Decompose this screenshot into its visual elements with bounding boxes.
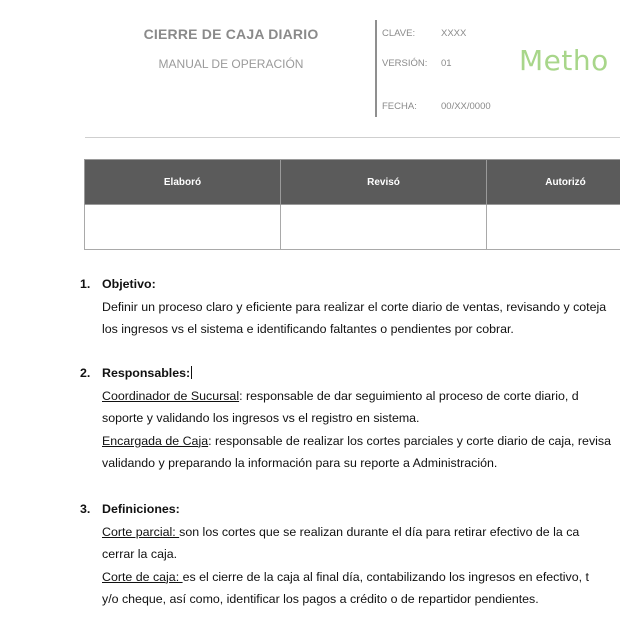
document-title: CIERRE DE CAJA DIARIO (143, 26, 319, 42)
defined-term: Coordinador de Sucursal (102, 388, 240, 403)
paragraph-line (0, 385, 620, 408)
signature-cell-elaboro[interactable] (85, 205, 281, 250)
section-number: 3. (80, 502, 91, 516)
meta-value-version: 01 (441, 58, 452, 69)
meta-value-clave: XXXX (441, 28, 467, 39)
header-elaboro: Elaboró (85, 160, 281, 205)
meta-label-clave: CLAVE: (382, 28, 416, 39)
meta-label-version: VERSIÓN: (382, 58, 428, 69)
section-title (102, 362, 192, 385)
paragraph-line: soporte y validando los ingresos vs el registro en sistema. (102, 411, 420, 425)
paragraph-line (0, 430, 620, 453)
paragraph-line: validando y preparando la información para su reporte a Administración. (102, 456, 498, 470)
header-reviso: Revisó (281, 160, 487, 205)
section-definiciones (0, 498, 620, 611)
section-number: 1. (80, 277, 91, 291)
meta-value-fecha: 00/XX/0000 (441, 101, 491, 112)
line-text: son los cortes que se realizan durante el día para retirar efectivo de la ca (179, 524, 580, 539)
signature-table (84, 159, 620, 250)
header-autorizo: Autorizó (487, 160, 620, 205)
signature-header-row (85, 160, 620, 205)
meta-label-fecha: FECHA: (382, 101, 417, 112)
line-text: : responsable de realizar los cortes parciales y corte diario de caja, revisa (208, 433, 611, 448)
section-heading (0, 273, 620, 296)
signature-row (85, 205, 620, 250)
paragraph-line: y/o cheque, así como, identificar los pagos a crédito o de repartidor pendientes. (102, 592, 539, 606)
defined-term: Encargada de Caja (102, 433, 209, 448)
section-title-text: Responsables: (102, 366, 191, 380)
document-subtitle: MANUAL DE OPERACIÓN (158, 57, 304, 71)
paragraph-line: cerrar la caja. (102, 547, 178, 561)
company-logo: Metho (519, 44, 609, 77)
section-number: 2. (80, 366, 91, 380)
section-title: Objetivo: (102, 277, 156, 291)
section-title: Definiciones: (102, 502, 180, 516)
defined-term: Corte parcial: (102, 524, 180, 539)
section-heading (0, 362, 620, 385)
line-text: : responsable de dar seguimiento al proceso de corte diario, d (239, 388, 579, 403)
defined-term: Corte de caja: (102, 569, 183, 584)
paragraph-line (0, 521, 620, 544)
paragraph-line (0, 566, 620, 589)
header-rule (85, 137, 620, 138)
paragraph-line: Definir un proceso claro y eficiente para realizar el corte diario de ventas, revisando y coteja (102, 299, 607, 314)
section-responsables (0, 362, 620, 475)
paragraph-line: los ingresos vs el sistema e identificando faltantes o pendientes por cobrar. (102, 322, 514, 336)
text-cursor (191, 366, 192, 379)
header-divider (375, 20, 377, 117)
line-text: es el cierre de la caja al final día, contabilizando los ingresos en efectivo, t (182, 569, 589, 584)
section-heading (0, 498, 620, 521)
signature-cell-autorizo[interactable] (487, 205, 620, 250)
section-objetivo (0, 273, 620, 341)
signature-cell-reviso[interactable] (281, 205, 487, 250)
